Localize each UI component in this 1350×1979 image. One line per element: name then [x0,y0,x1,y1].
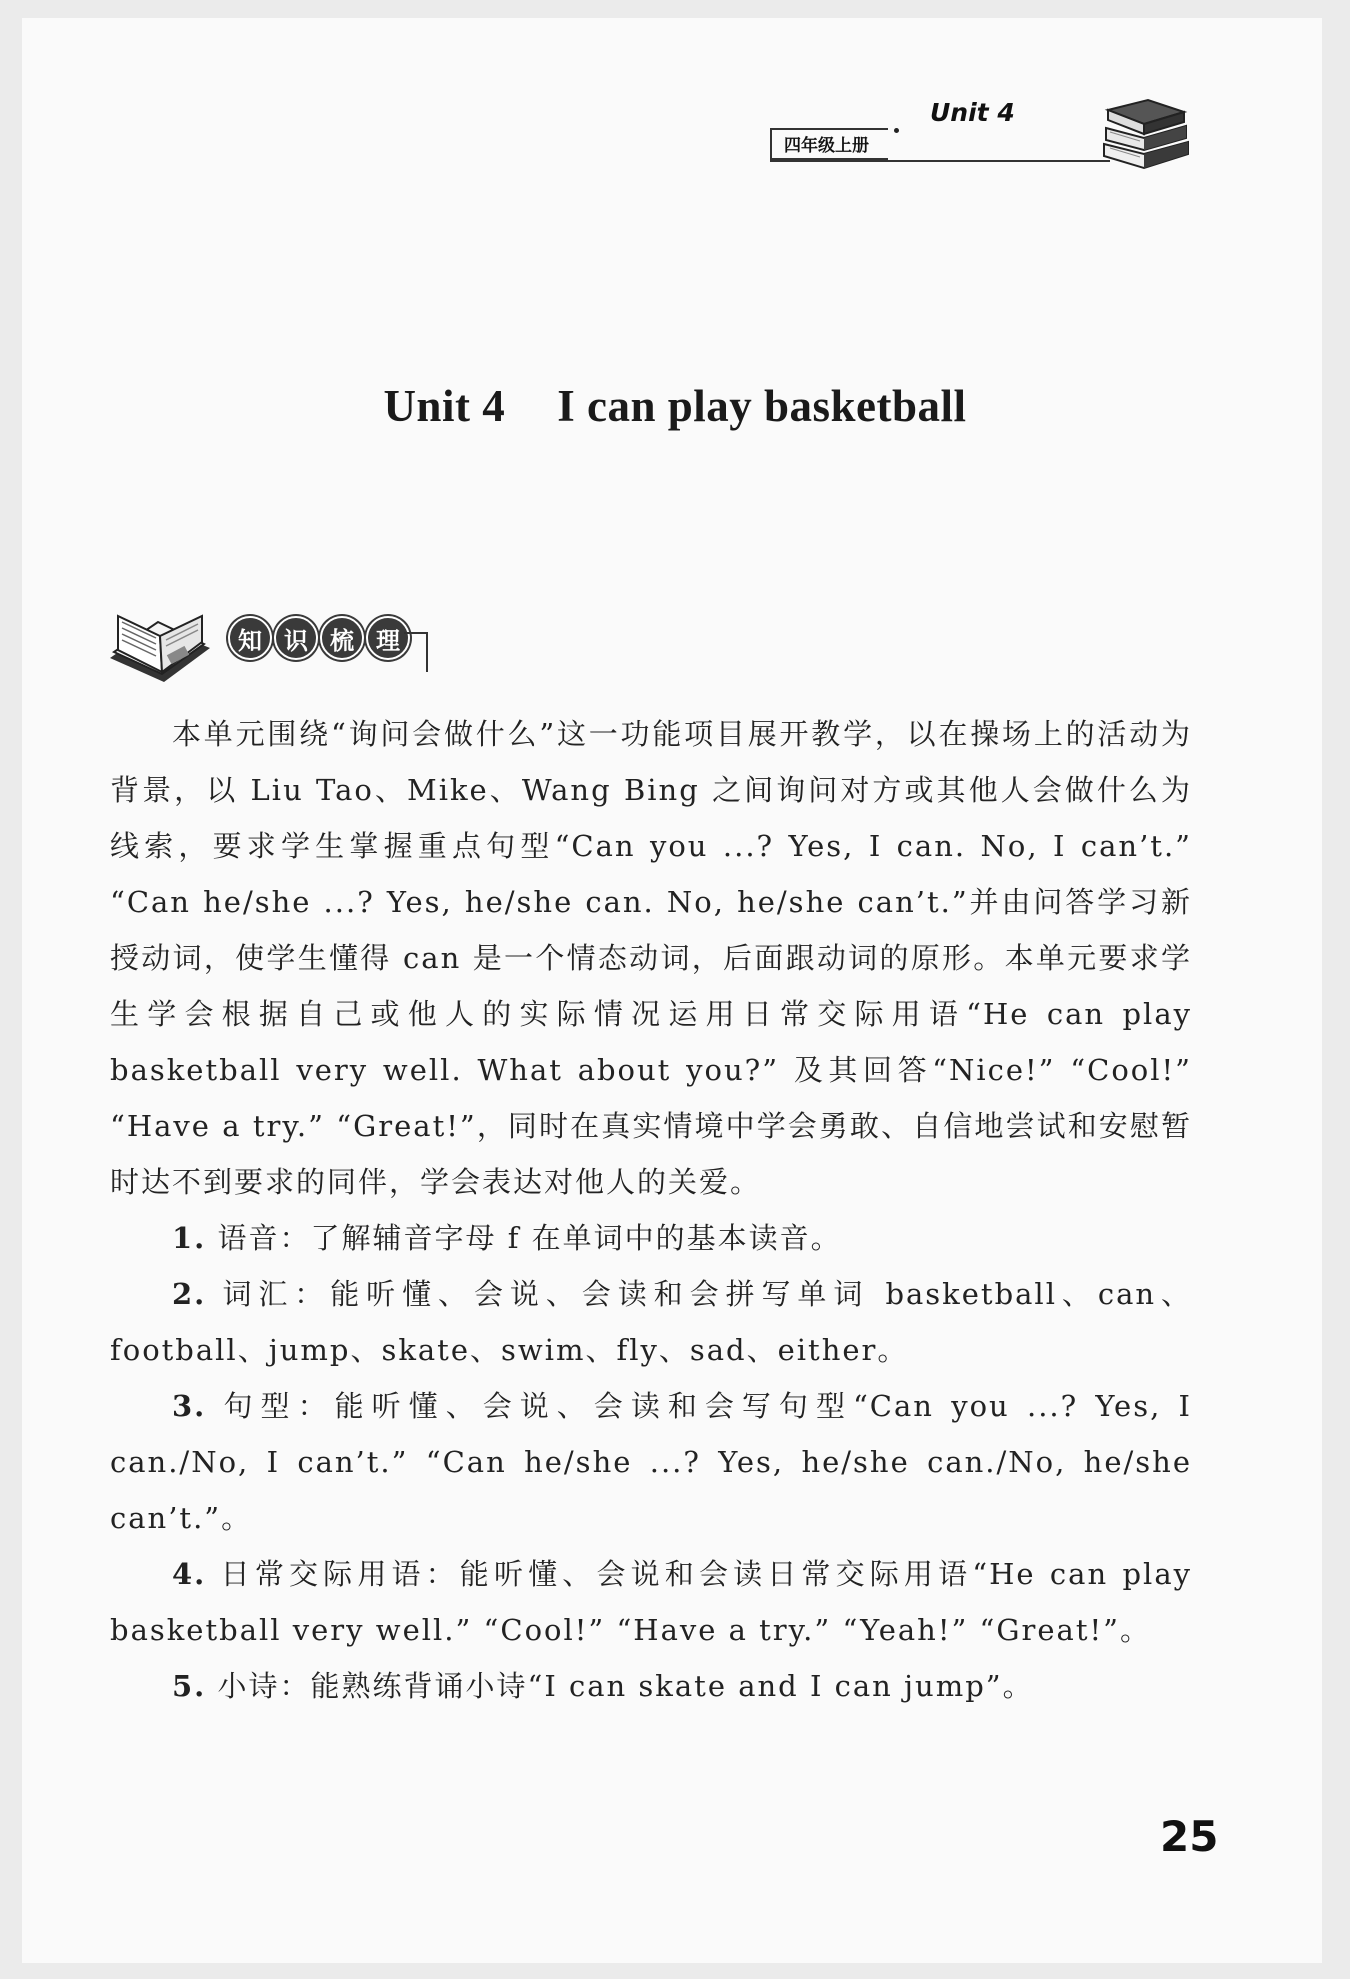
item-text: 日常交际用语：能听懂、会说和会读日常交际用语“He can play basketball very well.” “Cool!” “Have a try.” “Yeah!” “Great!”。 [110,1557,1193,1647]
section-heading-knowledge [104,596,434,686]
item-text: 语音：了解辅音字母 f 在单词中的基本读音。 [217,1221,842,1255]
section-char-4: 理 [366,616,410,660]
list-item [110,1378,1192,1546]
item-text: 句型：能听懂、会说、会读和会写句型“Can you ...? Yes, I can./No, I can’t.” “Can he/she ...? Yes, he/she can./No, he/she can’t.”。 [110,1389,1193,1535]
section-char-3: 梳 [320,616,364,660]
item-number: 2. [172,1277,207,1311]
grade-label: 四年级上册 [770,128,888,160]
intro-paragraph: 本单元围绕“询问会做什么”这一功能项目展开教学，以在操场上的活动为背景，以 Liu Tao、Mike、Wang Bing 之间询问对方或其他人会做什么为线索，要求学生掌握重点句型“Can you ...? Yes, I can. No, I can’t.” “Can he/she ...? Yes, he/she can. No, he/she can’t.”并由问答学习新授动词，使学生懂得 can 是一个情态动词，后面跟动词的原形。本单元要求学生学会根据自己或他人的实际情况运用日常交际用语“He can play basketball very well. What about you?” 及其回答“Nice!” “Cool!” “Have a try.” “Great!”，同时在真实情境中学会勇敢、自信地尝试和安慰暂时达不到要求的同伴，学会表达对他人的关爱。 [110,717,1192,1199]
title-topic: I can play basketball [557,381,967,431]
section-title-badges [228,616,410,660]
item-text: 小诗：能熟练背诵小诗“I can skate and I can jump”。 [217,1669,1034,1703]
page-number: 25 [1160,1812,1219,1861]
item-number: 1. [172,1221,207,1255]
header-rule [770,160,1110,162]
page-title [0,380,1350,432]
section-char-2: 识 [274,616,318,660]
running-header [770,98,1190,178]
item-number: 5. [172,1669,207,1703]
list-item [110,1266,1192,1378]
body-text [110,706,1192,1714]
item-number: 4. [172,1557,207,1591]
header-unit-label: Unit 4 [930,98,1015,127]
list-item [110,1658,1192,1714]
item-text: 词汇：能听懂、会说、会读和会拼写单词 basketball、can、football、jump、skate、swim、fly、sad、either。 [110,1277,1192,1367]
section-bracket [404,632,428,672]
list-item [110,1546,1192,1658]
open-book-icon [104,596,216,686]
item-number: 3. [172,1389,207,1423]
stacked-books-icon [1100,98,1190,170]
title-unit: Unit 4 [383,381,506,431]
header-dot [894,128,899,133]
section-char-1: 知 [228,616,272,660]
list-item [110,1210,1192,1266]
